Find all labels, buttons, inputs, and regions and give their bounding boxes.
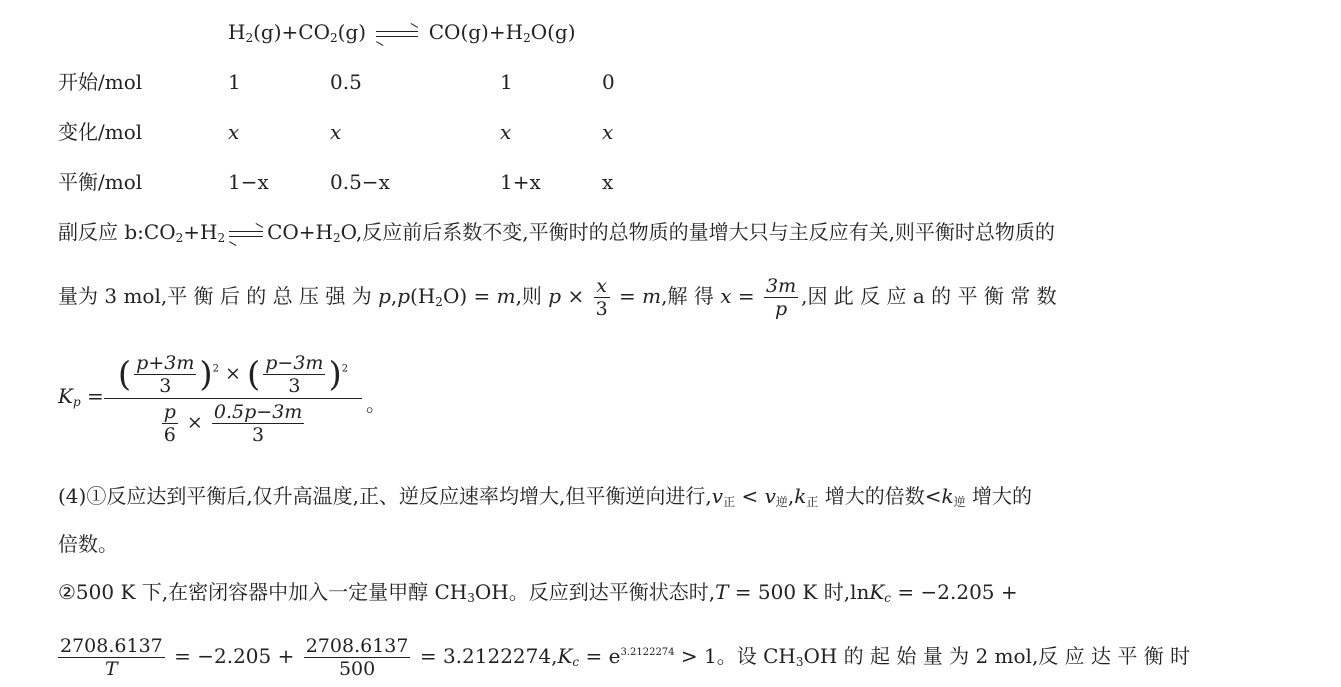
- kp-expression: [104, 352, 362, 446]
- start-co2: 0.5: [330, 70, 362, 94]
- reaction-equation: $H_2(g)+CO_2(g)$ $CO(g)+H_2O(g)$: [228, 20, 576, 45]
- part4-line1: (4)①反应达到平衡后,仅升高温度,正、逆反应速率均增大,但平衡逆向进行$,v_正 < v_逆,k_正$ 增大的倍数$<k_逆$ 增大的: [58, 484, 1033, 509]
- eq-h2o: x: [602, 170, 614, 194]
- kp-numerator: ( $\frac{p+3m}{3}$ )$^2$ × ( $\frac{p-3m}{3}$ )$^2$: [117, 352, 349, 397]
- kp-end: 。: [366, 392, 386, 416]
- start-co: 1: [500, 70, 513, 94]
- kp-label: $K_p$ =: [58, 384, 104, 409]
- row-label-change: 变化/mol: [58, 120, 143, 144]
- row-label-start: 开始/mol: [58, 70, 143, 94]
- fraction-2708-over-500: $\frac{2708.6137}{500}$: [305, 635, 409, 680]
- kp-den-frac-1: $\frac{p}{6}$: [163, 401, 176, 446]
- fraction-2708-over-T: $\frac{2708.6137}{T}$: [60, 635, 163, 680]
- change-h2o: x: [602, 120, 614, 144]
- eq-co: 1+x: [500, 170, 541, 194]
- part5-line1: ②500 K 下,在密闭容器中加入一定量甲醇 $CH_3OH$。反应到达平衡状态时,T = 500 K 时,lnK$_c$ = −2.205 +: [58, 580, 1018, 605]
- start-h2o: 0: [602, 70, 615, 94]
- part5-line2: $\frac{2708.6137}{T}$ = −2.205 + $\frac{2708.6137}{500}$ = $3.2122274,K_c = e^{3.2122274} > 1$。设 $CH_3OH$ 的 起 始 量 为 2 mol,反 应 达 平 衡 时: [60, 635, 1191, 680]
- kp-den-frac-2: $\frac{0.5p-3m}{3}$: [213, 401, 303, 446]
- change-co2: x: [330, 120, 342, 144]
- eq-h2: 1−x: [228, 170, 269, 194]
- change-h2: x: [228, 120, 240, 144]
- fraction-x-over-3: $\frac{x}{3}$: [595, 275, 608, 320]
- kp-num-frac-2: $\frac{p-3m}{3}$: [265, 352, 324, 397]
- side-reaction-line: 副反应 $b:CO_2+H_2$ $CO+H_2O$,反应前后系数不变,平衡时的总物质的量增大只与主反应有关,则平衡时总物质的: [58, 220, 1055, 245]
- equilibrium-arrow-icon: [376, 27, 418, 41]
- kp-num-frac-1: $\frac{p+3m}{3}$: [136, 352, 195, 397]
- row-label-equilibrium: 平衡/mol: [58, 170, 143, 194]
- pressure-line: 量为 3 mol,平 衡 后 的 总 压 强 为 $p,p(H_2O) = m$,则 p × $\frac{x}{3}$ = m,解 得 x = $\frac{3m}{p}$ ,因 此 反 应 a 的 平 衡 常 数: [58, 275, 1057, 320]
- part4-line2: 倍数。: [58, 532, 118, 556]
- equilibrium-arrow-icon: [229, 227, 263, 241]
- start-h2: 1: [228, 70, 241, 94]
- fraction-3m-over-p: $\frac{3m}{p}$: [765, 275, 797, 320]
- kp-denominator: $\frac{p}{6}$ × $\frac{0.5p-3m}{3}$: [163, 401, 303, 446]
- change-co: x: [500, 120, 512, 144]
- eq-co2: 0.5−x: [330, 170, 390, 194]
